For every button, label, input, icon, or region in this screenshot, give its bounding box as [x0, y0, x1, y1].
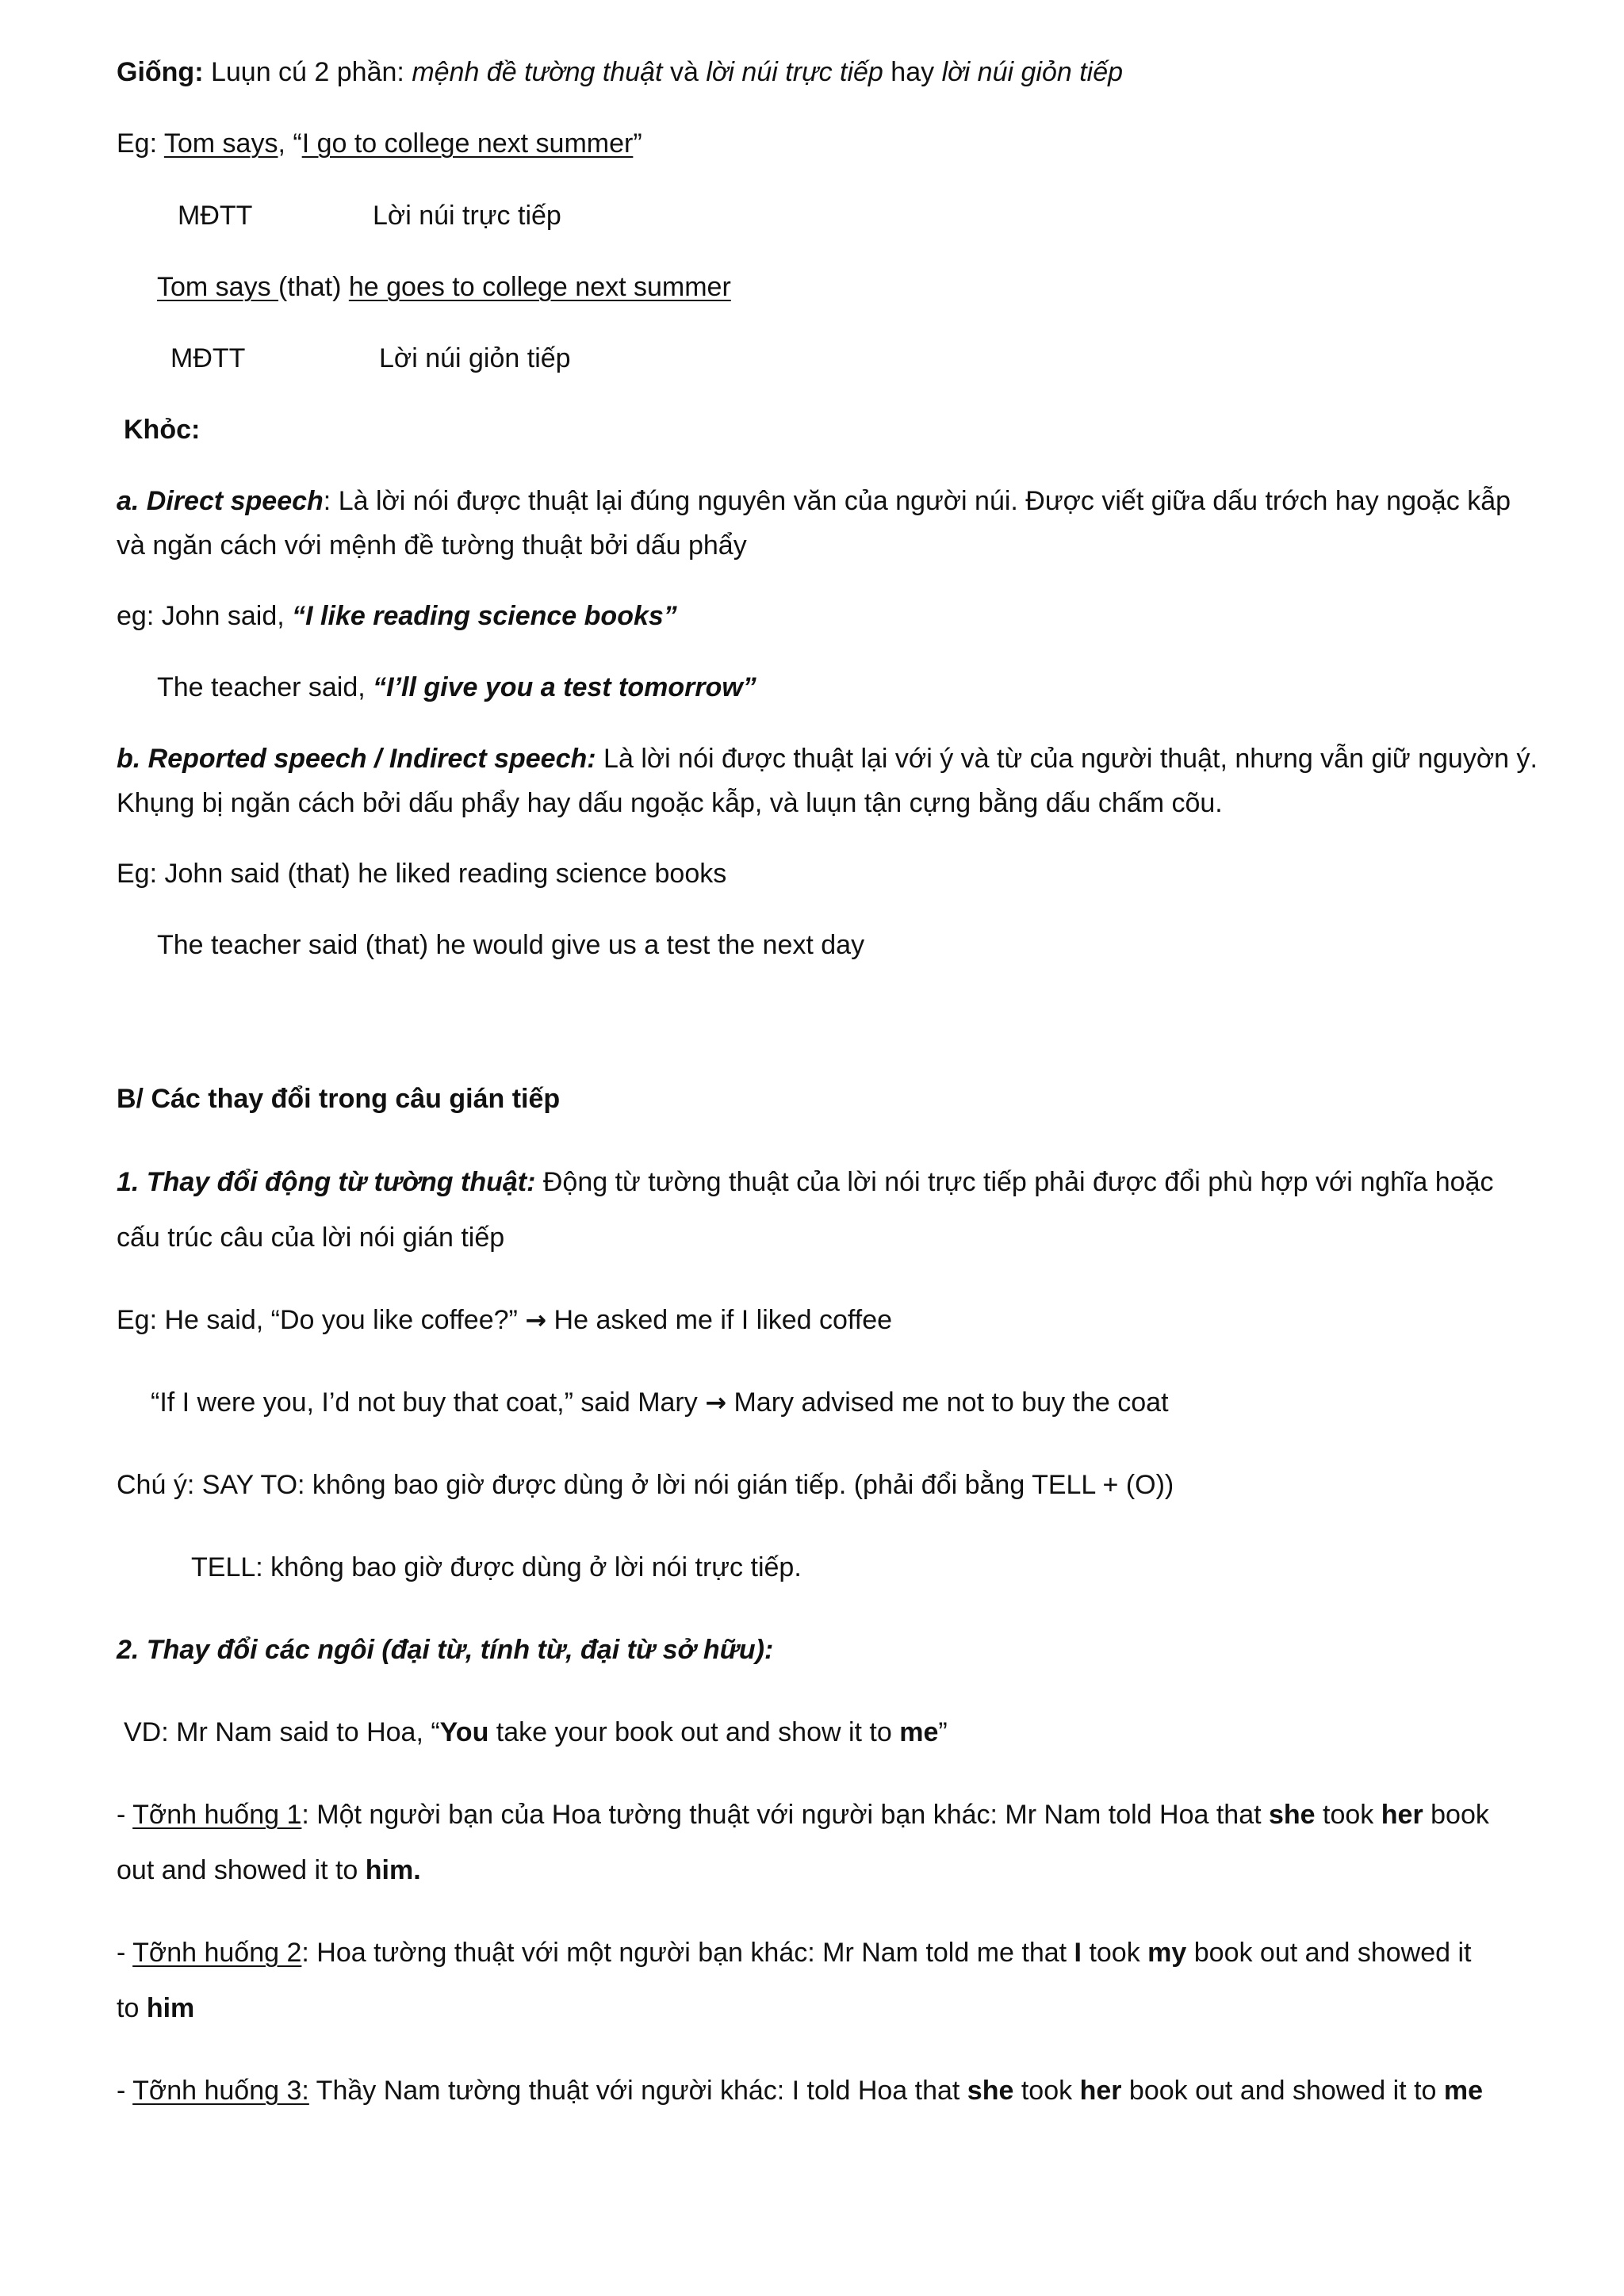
- indirect-speech-term: lời núi giỏn tiếp: [941, 57, 1124, 87]
- s2-i: I: [1074, 1938, 1082, 1968]
- s1-her: her: [1381, 1800, 1423, 1830]
- similar-text: Luụn cú 2 phần:: [203, 57, 412, 87]
- direct-quote-example: I go to college next summer: [301, 128, 634, 159]
- close-quote: ”: [633, 128, 642, 159]
- s1-him: him.: [365, 1855, 421, 1885]
- verb-change-example-1: [117, 1307, 892, 1334]
- pronoun-change-heading: 2. Thay đổi các ngôi (đại từ, tính từ, đại từ sở hữu):: [117, 1635, 774, 1665]
- situation-2-line2: [117, 1995, 194, 2022]
- situation-3-line: [117, 2077, 1483, 2104]
- s2-my: my: [1147, 1938, 1187, 1968]
- s3-she: she: [967, 2076, 1014, 2106]
- differences-label: Khỏc:: [124, 415, 201, 445]
- verb-example-2-indirect: Mary advised me not to buy the coat: [726, 1387, 1169, 1418]
- or-text: hay: [883, 57, 942, 87]
- similar-label: Giống:: [117, 57, 204, 87]
- s3-her: her: [1079, 2076, 1122, 2106]
- label-direct-speech: Lời núi trực tiếp: [373, 201, 561, 231]
- s2-took: took: [1082, 1938, 1148, 1968]
- label-indirect-speech: Lời núi giỏn tiếp: [379, 343, 571, 373]
- reporting-clause-example-2: Tom says: [157, 272, 279, 302]
- s1-line2-text: out and showed it to: [117, 1855, 366, 1885]
- similarities-line: [117, 59, 1123, 86]
- comma-quote: , “: [278, 128, 302, 159]
- example-indirect-line: [157, 274, 731, 300]
- verb-example-1-indirect: He asked me if I liked coffee: [546, 1305, 893, 1335]
- reporting-clause-term: mệnh đề tường thuật: [412, 57, 663, 87]
- eg-prefix: Eg:: [117, 128, 164, 159]
- situation-1-line2: [117, 1857, 421, 1884]
- note-tell: TELL: không bao giờ được dùng ở lời nói trực tiếp.: [191, 1552, 802, 1582]
- reported-speech-definition-line1: [117, 745, 1538, 772]
- direct-example-2: [157, 674, 756, 701]
- vd-me: me: [899, 1717, 939, 1747]
- reporting-verb-change-line1: [117, 1169, 1494, 1196]
- direct-example-1: [117, 603, 677, 629]
- verb-example-2-direct: “If I were you, I’d not buy that coat,” said Mary: [151, 1387, 706, 1418]
- reported-example-2: The teacher said (that) he would give us a test the next day: [157, 930, 865, 960]
- reported-speech-def: Là lời nói được thuật lại với ý và từ của người thuật, nhưng vẫn giữ nguyờn ý.: [596, 744, 1538, 774]
- vd-mid: take your book out and show it to: [488, 1717, 900, 1747]
- situation-2-line1: [117, 1939, 1471, 1966]
- direct-speech-term: lời núi trực tiếp: [706, 57, 883, 87]
- direct-speech-heading: a. Direct speech: [117, 486, 324, 516]
- direct-speech-definition-line2: và ngăn cách với mệnh đề tường thuật bởi dấu phẩy: [117, 530, 747, 561]
- s1-book: book: [1423, 1800, 1489, 1830]
- pronoun-example: [124, 1719, 948, 1746]
- situation-1-text: : Một người bạn của Hoa tường thuật với người bạn khác: Mr Nam told Hoa that: [301, 1800, 1269, 1830]
- reported-speech-heading: b. Reported speech / Indirect speech:: [117, 744, 596, 774]
- reporting-verb-change-heading: 1. Thay đổi động từ tường thuật:: [117, 1167, 536, 1197]
- s3-took: took: [1013, 2076, 1080, 2106]
- s2-him: him: [146, 1993, 195, 2023]
- s3-rest: book out and showed it to: [1121, 2076, 1444, 2106]
- indirect-quote-example: he goes to college next summer: [348, 272, 731, 302]
- dash: -: [117, 1938, 133, 1968]
- situation-1-label: Tỡnh huống 1: [132, 1800, 302, 1830]
- direct-speech-def: : Là lời nói được thuật lại đúng nguyên văn của người núi. Được viết giữa dấu trớch hay ngoặc kẫp: [323, 486, 1511, 516]
- verb-change-example-2: [151, 1389, 1169, 1416]
- reporting-clause-example: Tom says: [163, 128, 278, 159]
- section-b-heading: B/ Các thay đổi trong câu gián tiếp: [117, 1084, 561, 1114]
- right-arrow-icon: →: [525, 1305, 547, 1335]
- s1-she: she: [1269, 1800, 1316, 1830]
- situation-2-text: : Hoa tường thuật với một người bạn khác: Mr Nam told me that: [301, 1938, 1074, 1968]
- vd-prefix: VD: Mr Nam said to Hoa, “: [124, 1717, 440, 1747]
- reporting-verb-change-line2: cấu trúc câu của lời nói gián tiếp: [117, 1223, 505, 1253]
- s2-rest: book out and showed it: [1186, 1938, 1472, 1968]
- vd-end: ”: [938, 1717, 948, 1747]
- that-text: (that): [278, 272, 349, 302]
- label-mdtt-1: MĐTT: [178, 201, 253, 231]
- direct-speech-definition-line1: [117, 488, 1511, 515]
- situation-3-text: Thầy Nam tường thuật với người khác: I told Hoa that: [308, 2076, 967, 2106]
- situation-2-label: Tỡnh huống 2: [132, 1938, 302, 1968]
- s2-line2-text: to: [117, 1993, 147, 2023]
- direct-example-1-prefix: eg: John said,: [117, 601, 293, 631]
- direct-example-1-quote: “I like reading science books”: [292, 601, 677, 631]
- s1-took: took: [1315, 1800, 1381, 1830]
- direct-example-2-quote: “I’ll give you a test tomorrow”: [373, 672, 756, 702]
- s3-me: me: [1443, 2076, 1484, 2106]
- note-say-to: Chú ý: SAY TO: không bao giờ được dùng ở lời nói gián tiếp. (phải đổi bằng TELL + (O)): [117, 1470, 1174, 1500]
- right-arrow-icon: →: [705, 1387, 727, 1418]
- vd-you: You: [439, 1717, 489, 1747]
- situation-1-line1: [117, 1801, 1489, 1828]
- reported-speech-definition-line2: Khụng bị ngăn cách bởi dấu phẩy hay dấu ngoặc kẫp, và luụn tận cựng bằng dấu chấm cõu.: [117, 788, 1223, 818]
- direct-example-2-prefix: The teacher said,: [157, 672, 373, 702]
- verb-example-1-direct: Eg: He said, “Do you like coffee?”: [117, 1305, 526, 1335]
- reported-example-1: Eg: John said (that) he liked reading science books: [117, 859, 727, 889]
- reporting-verb-change-text: Động từ tường thuật của lời nói trực tiếp phải được đổi phù hợp với nghĩa hoặc: [535, 1167, 1494, 1197]
- and-text: và: [662, 57, 707, 87]
- label-mdtt-2: MĐTT: [170, 343, 246, 373]
- dash: -: [117, 1800, 133, 1830]
- example-direct-line: [117, 130, 642, 157]
- situation-3-label: Tỡnh huống 3:: [132, 2076, 309, 2106]
- dash: -: [117, 2076, 133, 2106]
